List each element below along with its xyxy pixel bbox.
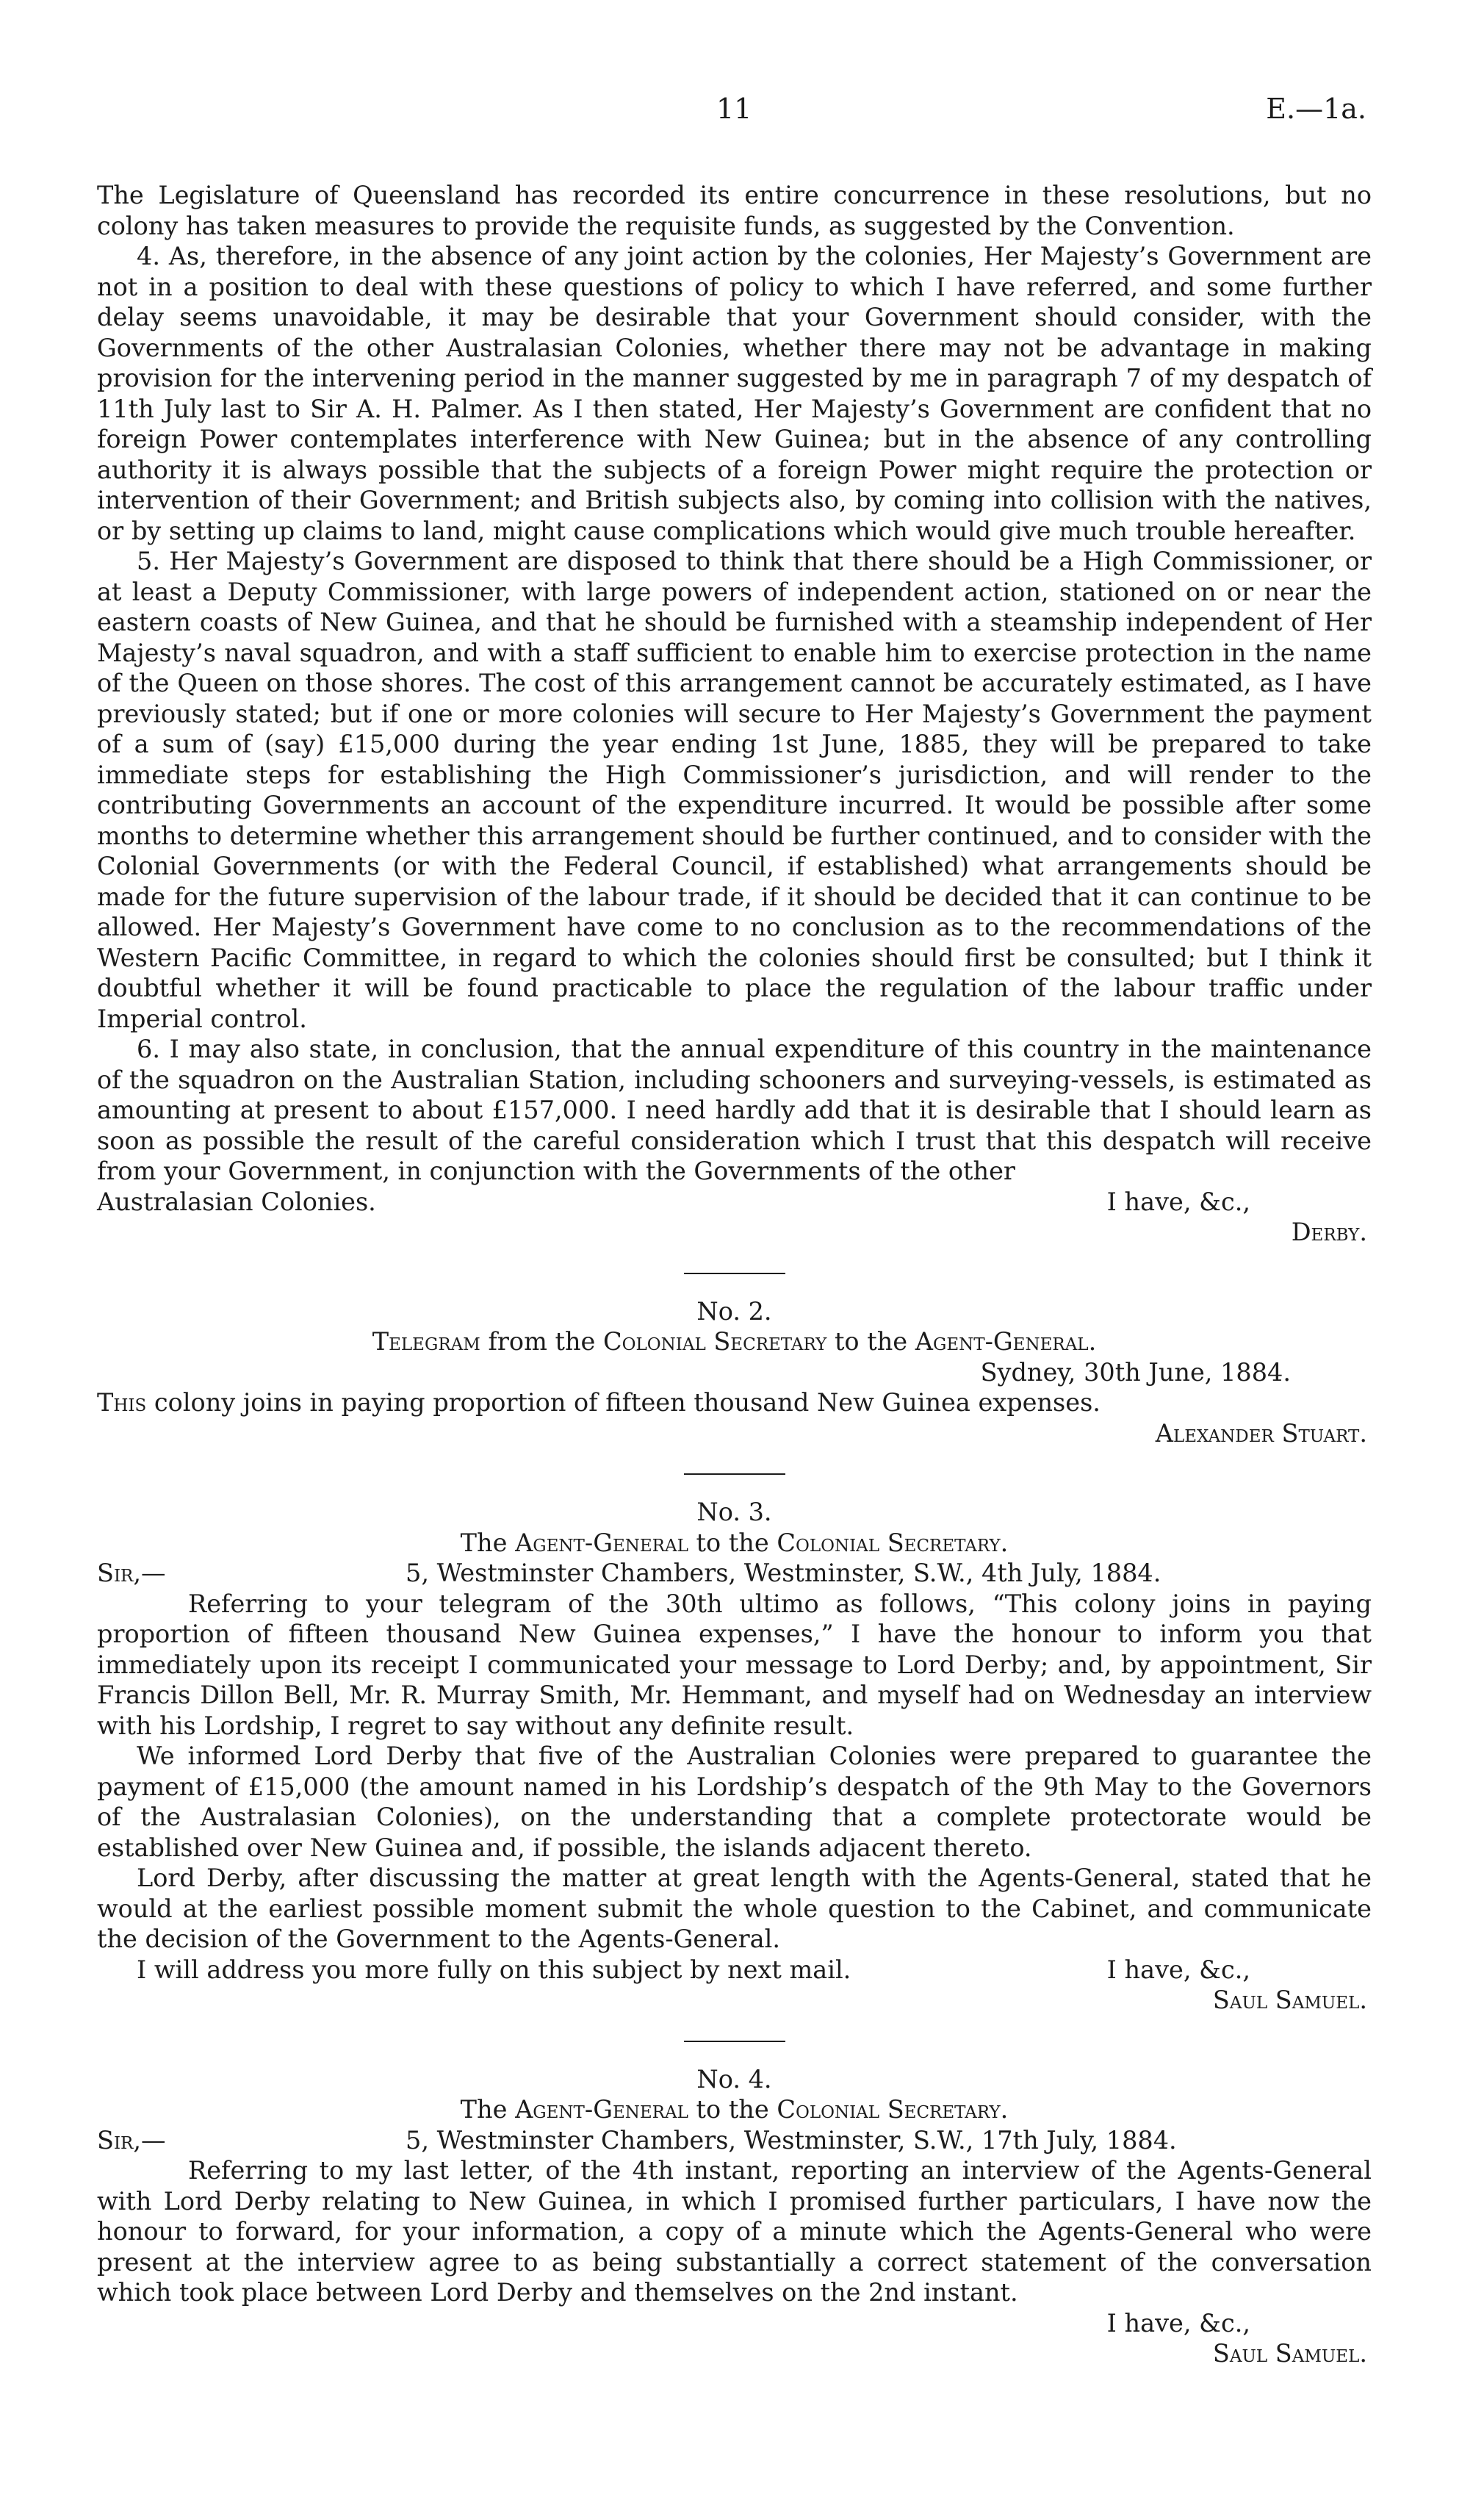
closing-line [97,1187,1372,1218]
body-text: Australasian Colonies. [97,1187,376,1216]
salutation-line [97,2125,1372,2156]
document-heading [97,2094,1372,2125]
body-paragraph: 4. As, therefore, in the absence of any joint action by the colonies, Her Majesty’s Government are not in a position to deal with these questions of policy to which I have referred, and some further delay seems unavoidable, it may be desirable that your Government should consider, with the Governments of the other Australasian Colonies, whether there may not be advantage in making provision for the intervening period in the manner suggested by me in paragraph 7 of my despatch of 11th July last to Sir A. H. Palmer. As I then stated, Her Majesty’s Government are confident that no foreign Power contemplates interference with New Guinea; but in the absence of any controlling authority it is always possible that the subjects of a foreign Power might require the protection or intervention of their Government; and British subjects also, by coming into collision with the natives, or by setting up claims to land, might cause complications which would give much trouble hereafter. [97,242,1372,545]
heading-recipient: Colonial Secretary. [777,1528,1009,1557]
heading-kind: Telegram [372,1327,480,1356]
heading-recipient: Agent-General. [915,1327,1097,1356]
body-paragraph: Lord Derby, after discussing the matter at great length with the Agents-General, stated that he would at the earliest possible moment submit the whole question to the Cabinet, and communicate the decision of the Government to the Agents-General. [97,1864,1372,1953]
heading-sender: Agent-General [515,1528,688,1557]
signature: Saul Samuel. [1212,1986,1367,2014]
document-heading [97,1528,1372,1559]
closing-formula: I have, &c., [1106,1955,1250,1984]
heading-text: from the [488,1327,596,1356]
salutation: Sir,— [97,2125,166,2155]
parliamentary-paper-reference: E.—1a. [1266,93,1366,125]
section-divider [684,2041,785,2042]
heading-sender: Agent-General [515,2095,688,2124]
body-paragraph: Referring to my last letter, of the 4th instant, reporting an interview of the Agents-General with Lord Derby relating to New Guinea, in which I promised further particulars, I have now the honour to forward, for your information, a copy of a minute which the Agents-General who were present at the interview agree to as being substantially a correct statement of the conversation which took place between Lord Derby and themselves on the 2nd instant. [97,2156,1372,2307]
closing-formula: I have, &c., [1106,1187,1250,1216]
document-number: No. 3. [696,1498,772,1526]
body-paragraph: 5. Her Majesty’s Government are disposed to think that there should be a High Commissioner, or at least a Deputy Commissioner, with large powers of independent action, stationed on or near the eastern coasts of New Guinea, and that he should be furnished with a steamship independent of Her Majesty’s naval squadron, and with a staff sufficient to enable him to exercise protection in the name of the Queen on those shores. The cost of this arrangement cannot be accurately estimated, as I have previously stated; but if one or more colonies will secure to Her Majesty’s Government the payment of a sum of (say) £15,000 during the year ending 1st June, 1885, they will be prepared to take immediate steps for establishing the High Commissioner’s jurisdiction, and will render to the contributing Governments an account of the expenditure incurred. It would be possible after some months to determine whether this arrangement should be further continued, and to consider with the Colonial Governments (or with the Federal Council, if established) what arrangements should be made for the future supervision of the labour trade, if it should be decided that it can continue to be allowed. Her Majesty’s Government have come to no conclusion as to the recommendations of the Western Pacific Committee, in regard to which the colonies should first be consulted; but I think it doubtful whether it will be found practicable to place the regulation of the labour traffic under Imperial control. [97,547,1372,1033]
body-paragraph: 6. I may also state, in conclusion, that the annual expenditure of this country in the maintenance of the squadron on the Australian Station, including schooners and surveying-vessels, is estimated as amounting at present to about £157,000. I need hardly add that it is desirable that I should learn as soon as possible the result of the careful consideration which I trust that this despatch will receive from your Government, in conjunction with the Governments of the other [97,1035,1372,1185]
signature: Derby. [1291,1218,1367,1246]
heading-text: to the [696,2095,769,2124]
document-number: No. 2. [696,1296,772,1326]
page-number: 11 [716,93,752,125]
heading-text: to the [834,1327,908,1356]
section-divider [684,1273,785,1274]
document-number: No. 4. [696,2064,772,2094]
heading-text: The [460,2095,508,2124]
salutation: Sir,— [97,1559,166,1587]
telegram-body-text: colony joins in paying proportion of fifteen thousand New Guinea expenses. [154,1388,1101,1417]
heading-text: to the [696,1528,769,1557]
signature: Saul Samuel. [1212,2339,1367,2368]
telegram-body-lead: This [97,1388,147,1417]
heading-text: The [460,1528,508,1557]
telegram-body [97,1387,1372,1418]
address-date: 5, Westminster Chambers, Westminster, S.W., 4th July, 1884. [406,1559,1161,1587]
closing-line [97,1955,1372,1986]
heading-recipient: Colonial Secretary. [777,2095,1009,2124]
address-date: 5, Westminster Chambers, Westminster, S.W., 17th July, 1884. [406,2125,1177,2155]
salutation-line [97,1558,1372,1589]
body-text: I will address you more fully on this subject by next mail. [137,1955,851,1984]
text-column [97,180,1372,2369]
document-heading [97,1326,1372,1357]
place-date: Sydney, 30th June, 1884. [980,1357,1291,1387]
signature: Alexander Stuart. [1155,1418,1367,1448]
body-paragraph: Referring to your telegram of the 30th ultimo as follows, “This colony joins in paying proportion of fifteen thousand New Guinea expenses,” I have the honour to inform you that immediately upon its receipt I communicated your message to Lord Derby; and, by appointment, Sir Francis Dillon Bell, Mr. R. Murray Smith, Mr. Hemmant, and myself had on Wednesday an interview with his Lordship, I regret to say without any definite result. [97,1589,1372,1740]
body-paragraph: The Legislature of Queensland has recorded its entire concurrence in these resolutions, but no colony has taken measures to provide the requisite funds, as suggested by the Convention. [97,181,1372,240]
body-paragraph: We informed Lord Derby that five of the Australian Colonies were prepared to guarantee the payment of £15,000 (the amount named in his Lordship’s despatch of the 9th May to the Governors of the Australasian Colonies), on the understanding that a complete protectorate would be established over New Guinea and, if possible, the islands adjacent thereto. [97,1742,1372,1862]
closing-formula: I have, &c., [1106,2308,1250,2338]
section-divider [684,1473,785,1475]
heading-sender: Colonial Secretary [603,1327,827,1356]
